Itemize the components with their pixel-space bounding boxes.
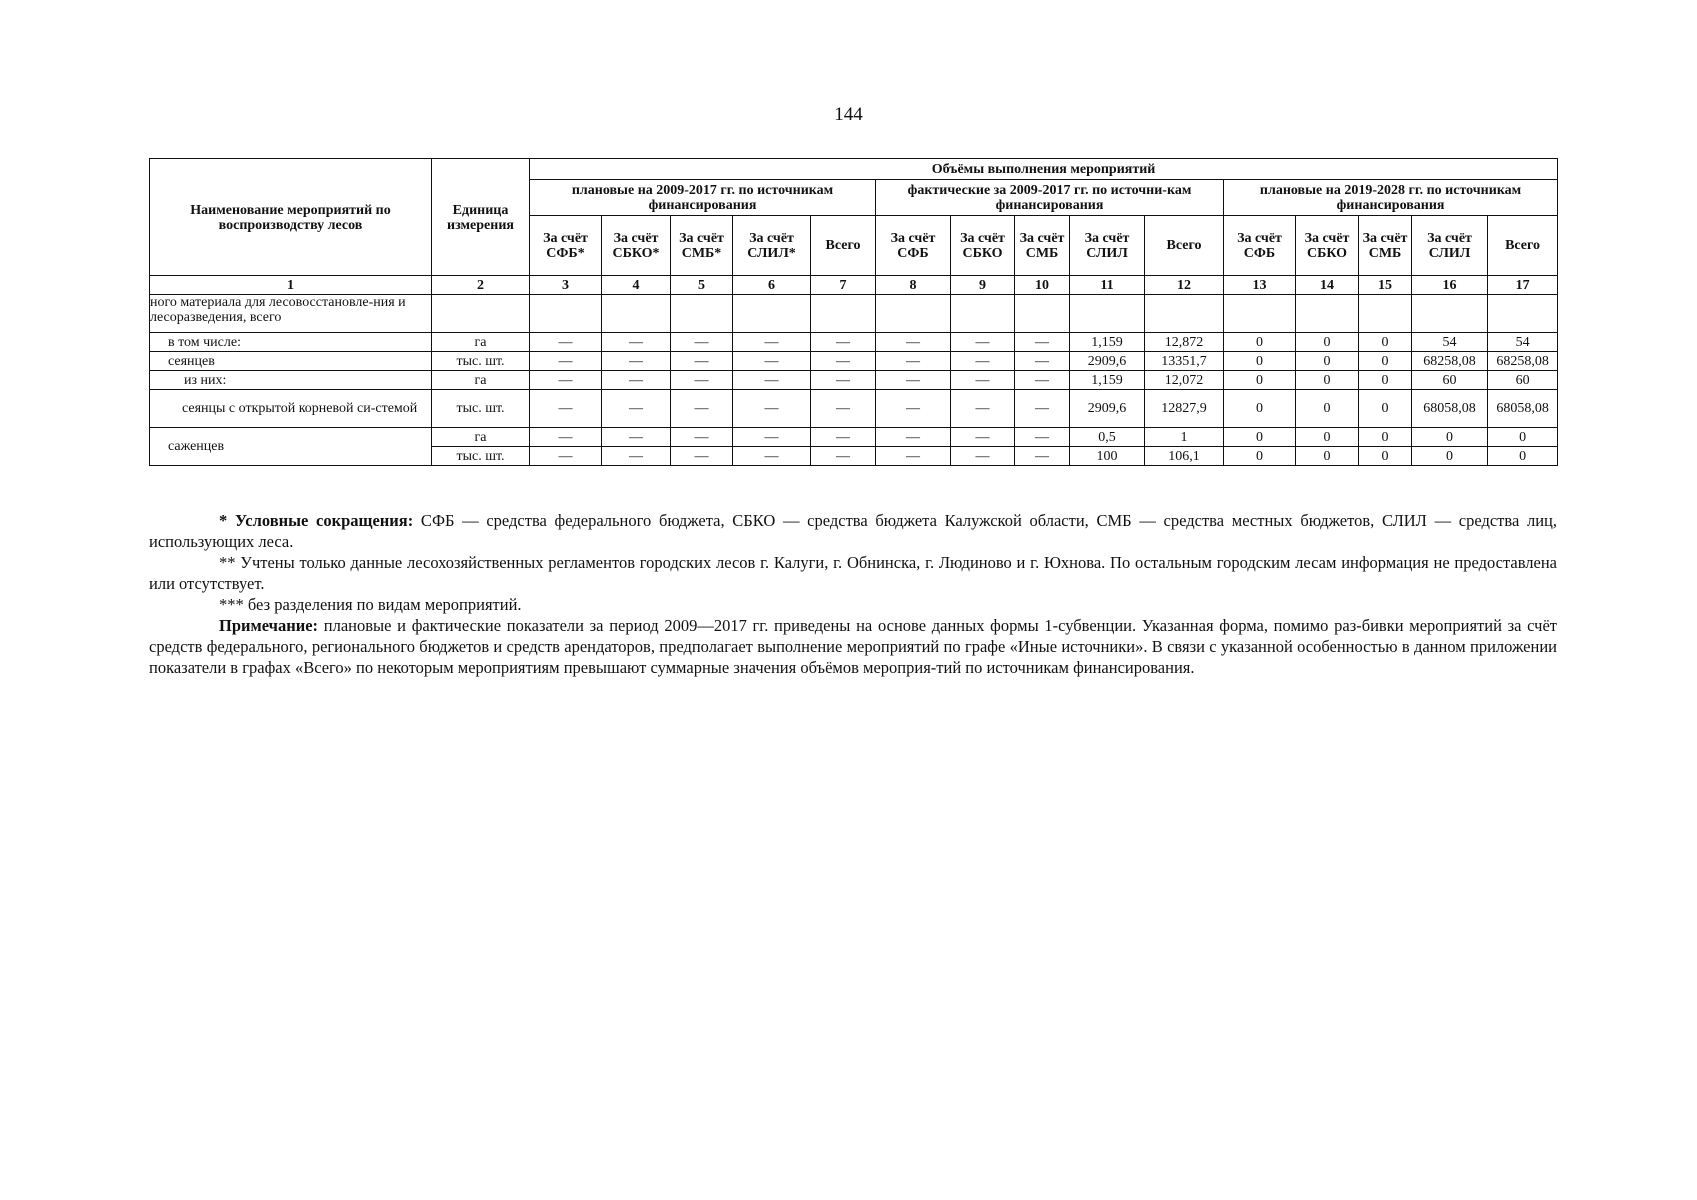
footnote-remark-text: плановые и фактические показатели за период 2009—2017 гг. приведены на основе данных формы 1-субвенции. Указанная форма, помимо раз-бивки мероприятий за счёт средств федерального, регионального бюджетов и средств арендаторов, предполагает выполнение мероприятий по графе «Иные источники». В связи с указанной особенностью в данном приложении показатели в графах «Всего» по некоторым мероприятиям превышают суммарные значения объёмов мероприя-тий по источникам финансирования. xyxy=(149,616,1557,677)
table-cell: — xyxy=(951,333,1015,352)
table-cell: 54 xyxy=(1488,333,1558,352)
table-cell: — xyxy=(530,428,602,447)
table-cell: — xyxy=(530,447,602,466)
table-cell: 0 xyxy=(1412,428,1488,447)
table-cell: — xyxy=(530,390,602,428)
table-cell: 0 xyxy=(1359,447,1412,466)
table-cell: — xyxy=(876,333,951,352)
table-row xyxy=(150,428,1558,447)
column-number: 13 xyxy=(1224,276,1296,295)
row-name: саженцев xyxy=(150,428,432,466)
table-cell: 60 xyxy=(1488,371,1558,390)
table-cell: 0 xyxy=(1359,352,1412,371)
table-cell: 0 xyxy=(1296,352,1359,371)
table-cell: — xyxy=(876,428,951,447)
column-number: 17 xyxy=(1488,276,1558,295)
header-sub: За счёт СЛИЛ xyxy=(1412,216,1488,276)
table-cell: 0 xyxy=(1224,447,1296,466)
row-name: сеянцев xyxy=(150,352,432,371)
table-cell: — xyxy=(951,390,1015,428)
table-cell: — xyxy=(876,447,951,466)
table-cell: — xyxy=(671,333,733,352)
table-cell: — xyxy=(733,390,811,428)
table-cell xyxy=(530,295,602,333)
table-cell: 0 xyxy=(1359,390,1412,428)
table-cell: 0 xyxy=(1412,447,1488,466)
header-sub: За счёт СБКО* xyxy=(602,216,671,276)
table-cell: — xyxy=(530,333,602,352)
table-cell: 12827,9 xyxy=(1145,390,1224,428)
footnote-remark xyxy=(149,615,1557,678)
header-sub: За счёт СМБ xyxy=(1359,216,1412,276)
table-cell: — xyxy=(602,428,671,447)
table-cell: — xyxy=(602,390,671,428)
row-name: из них: xyxy=(150,371,432,390)
table-cell: 68258,08 xyxy=(1412,352,1488,371)
footnotes xyxy=(149,510,1557,678)
column-number: 7 xyxy=(811,276,876,295)
table-cell xyxy=(1015,295,1070,333)
table-cell: — xyxy=(951,371,1015,390)
column-number: 1 xyxy=(150,276,432,295)
table-cell: 0 xyxy=(1296,371,1359,390)
table-cell: 68258,08 xyxy=(1488,352,1558,371)
table-cell: — xyxy=(811,352,876,371)
table-cell: — xyxy=(876,390,951,428)
table-cell: 12,072 xyxy=(1145,371,1224,390)
table-cell xyxy=(602,295,671,333)
table-cell xyxy=(811,295,876,333)
header-name-column: Наименование мероприятий по воспроизводству лесов xyxy=(150,159,432,276)
table-cell: 0 xyxy=(1488,428,1558,447)
header-sub: Всего xyxy=(811,216,876,276)
table-cell: — xyxy=(733,352,811,371)
table-cell: — xyxy=(733,333,811,352)
table-cell: — xyxy=(811,428,876,447)
table-cell: 54 xyxy=(1412,333,1488,352)
table-cell: — xyxy=(951,447,1015,466)
table-cell: — xyxy=(811,390,876,428)
table-cell xyxy=(1359,295,1412,333)
footnote-no-split: *** без разделения по видам мероприятий. xyxy=(219,595,522,614)
table-cell: — xyxy=(602,352,671,371)
footnote-city-forests: ** Учтены только данные лесохозяйственных регламентов городских лесов г. Калуги, г. Обнинска, г. Людиново и г. Юхнова. По остальным городским лесам информация не предоставлена или отсутствует. xyxy=(149,553,1557,593)
header-sub: Всего xyxy=(1488,216,1558,276)
table-cell xyxy=(951,295,1015,333)
row-unit: га xyxy=(432,428,530,447)
table-cell xyxy=(1224,295,1296,333)
table-cell: 0 xyxy=(1224,390,1296,428)
table-cell: — xyxy=(1015,371,1070,390)
table-cell xyxy=(671,295,733,333)
header-sub: Всего xyxy=(1145,216,1224,276)
table-cell: 60 xyxy=(1412,371,1488,390)
row-unit: тыс. шт. xyxy=(432,390,530,428)
table-cell: — xyxy=(733,447,811,466)
table-cell: — xyxy=(733,428,811,447)
column-number: 5 xyxy=(671,276,733,295)
table-cell xyxy=(1070,295,1145,333)
footnote-abbreviations xyxy=(149,510,1557,552)
header-sub: За счёт СФБ xyxy=(1224,216,1296,276)
table-cell: 100 xyxy=(1070,447,1145,466)
header-sub: За счёт СЛИЛ xyxy=(1070,216,1145,276)
table-cell: 1 xyxy=(1145,428,1224,447)
table-cell: 0 xyxy=(1296,428,1359,447)
row-name: в том числе: xyxy=(150,333,432,352)
table-cell: 0,5 xyxy=(1070,428,1145,447)
table-cell: — xyxy=(671,371,733,390)
table-cell xyxy=(1488,295,1558,333)
table-cell: 106,1 xyxy=(1145,447,1224,466)
column-number: 15 xyxy=(1359,276,1412,295)
table-cell: 12,872 xyxy=(1145,333,1224,352)
header-sub: За счёт СФБ xyxy=(876,216,951,276)
table-cell: — xyxy=(876,371,951,390)
row-unit: га xyxy=(432,333,530,352)
header-sub: За счёт СЛИЛ* xyxy=(733,216,811,276)
table-cell: — xyxy=(1015,390,1070,428)
header-group-planned-2009-2017: плановые на 2009-2017 гг. по источникам финансирования xyxy=(530,180,876,216)
table-cell: 0 xyxy=(1296,333,1359,352)
table-cell: — xyxy=(1015,352,1070,371)
table-cell: — xyxy=(530,352,602,371)
table-cell: — xyxy=(671,447,733,466)
footnote-abbreviations-label: * Условные сокращения: xyxy=(219,511,414,530)
table-cell xyxy=(1412,295,1488,333)
table-cell: 0 xyxy=(1224,352,1296,371)
table-cell: 0 xyxy=(1224,371,1296,390)
table-cell: — xyxy=(671,428,733,447)
column-number: 10 xyxy=(1015,276,1070,295)
table-cell: — xyxy=(811,333,876,352)
table-cell: — xyxy=(951,352,1015,371)
header-group-planned-2019-2028: плановые на 2019-2028 гг. по источникам финансирования xyxy=(1224,180,1558,216)
page-number: 144 xyxy=(834,104,863,125)
table-cell: — xyxy=(671,390,733,428)
row-unit: тыс. шт. xyxy=(432,447,530,466)
table-row xyxy=(150,295,1558,333)
column-number: 11 xyxy=(1070,276,1145,295)
header-unit-column: Единица измерения xyxy=(432,159,530,276)
table-cell: 2909,6 xyxy=(1070,390,1145,428)
table-cell xyxy=(876,295,951,333)
header-sub: За счёт СБКО xyxy=(1296,216,1359,276)
table-cell: 1,159 xyxy=(1070,333,1145,352)
column-number: 9 xyxy=(951,276,1015,295)
row-unit xyxy=(432,295,530,333)
table-row xyxy=(150,390,1558,428)
table-cell: — xyxy=(811,447,876,466)
header-volumes: Объёмы выполнения мероприятий xyxy=(530,159,1558,180)
table-cell: 0 xyxy=(1359,428,1412,447)
table-cell: 0 xyxy=(1224,333,1296,352)
table-cell: — xyxy=(671,352,733,371)
table-row xyxy=(150,352,1558,371)
table-cell: 1,159 xyxy=(1070,371,1145,390)
table-row xyxy=(150,371,1558,390)
table-cell: — xyxy=(733,371,811,390)
table-cell: — xyxy=(602,447,671,466)
table-cell: 68058,08 xyxy=(1412,390,1488,428)
column-number: 8 xyxy=(876,276,951,295)
table-cell: — xyxy=(602,371,671,390)
column-number: 4 xyxy=(602,276,671,295)
table-cell: 0 xyxy=(1296,390,1359,428)
header-sub: За счёт СБКО xyxy=(951,216,1015,276)
table-cell: — xyxy=(951,428,1015,447)
footnote-abbreviations-text: СФБ — средства федерального бюджета, СБКО — средства бюджета Калужской области, СМБ — средства местных бюджетов, СЛИЛ — средства лиц, использующих леса. xyxy=(149,511,1557,551)
table-cell xyxy=(1145,295,1224,333)
table-cell: — xyxy=(530,371,602,390)
table-cell: 0 xyxy=(1488,447,1558,466)
table-cell: — xyxy=(811,371,876,390)
table-cell: 2909,6 xyxy=(1070,352,1145,371)
column-number: 3 xyxy=(530,276,602,295)
table-row xyxy=(150,333,1558,352)
table-cell: 13351,7 xyxy=(1145,352,1224,371)
table-cell: 68058,08 xyxy=(1488,390,1558,428)
table-cell xyxy=(733,295,811,333)
header-sub: За счёт СМБ xyxy=(1015,216,1070,276)
table-cell xyxy=(1296,295,1359,333)
table-cell: — xyxy=(1015,333,1070,352)
row-unit: тыс. шт. xyxy=(432,352,530,371)
row-name: ного материала для лесовосстановле-ния и лесоразведения, всего xyxy=(150,295,432,333)
table-cell: 0 xyxy=(1359,333,1412,352)
column-number: 12 xyxy=(1145,276,1224,295)
table-cell: 0 xyxy=(1224,428,1296,447)
table-cell: — xyxy=(1015,447,1070,466)
row-unit: га xyxy=(432,371,530,390)
table-cell: 0 xyxy=(1359,371,1412,390)
header-group-actual-2009-2017: фактические за 2009-2017 гг. по источни-кам финансирования xyxy=(876,180,1224,216)
column-number: 14 xyxy=(1296,276,1359,295)
forest-reproduction-table xyxy=(149,158,1558,466)
row-name: сеянцы с открытой корневой си-стемой xyxy=(150,390,432,428)
table-cell: — xyxy=(876,352,951,371)
table-cell: 0 xyxy=(1296,447,1359,466)
column-number: 6 xyxy=(733,276,811,295)
footnote-remark-label: Примечание: xyxy=(219,616,319,635)
header-sub: За счёт СМБ* xyxy=(671,216,733,276)
column-number: 2 xyxy=(432,276,530,295)
column-number: 16 xyxy=(1412,276,1488,295)
header-sub: За счёт СФБ* xyxy=(530,216,602,276)
table-cell: — xyxy=(1015,428,1070,447)
table-cell: — xyxy=(602,333,671,352)
